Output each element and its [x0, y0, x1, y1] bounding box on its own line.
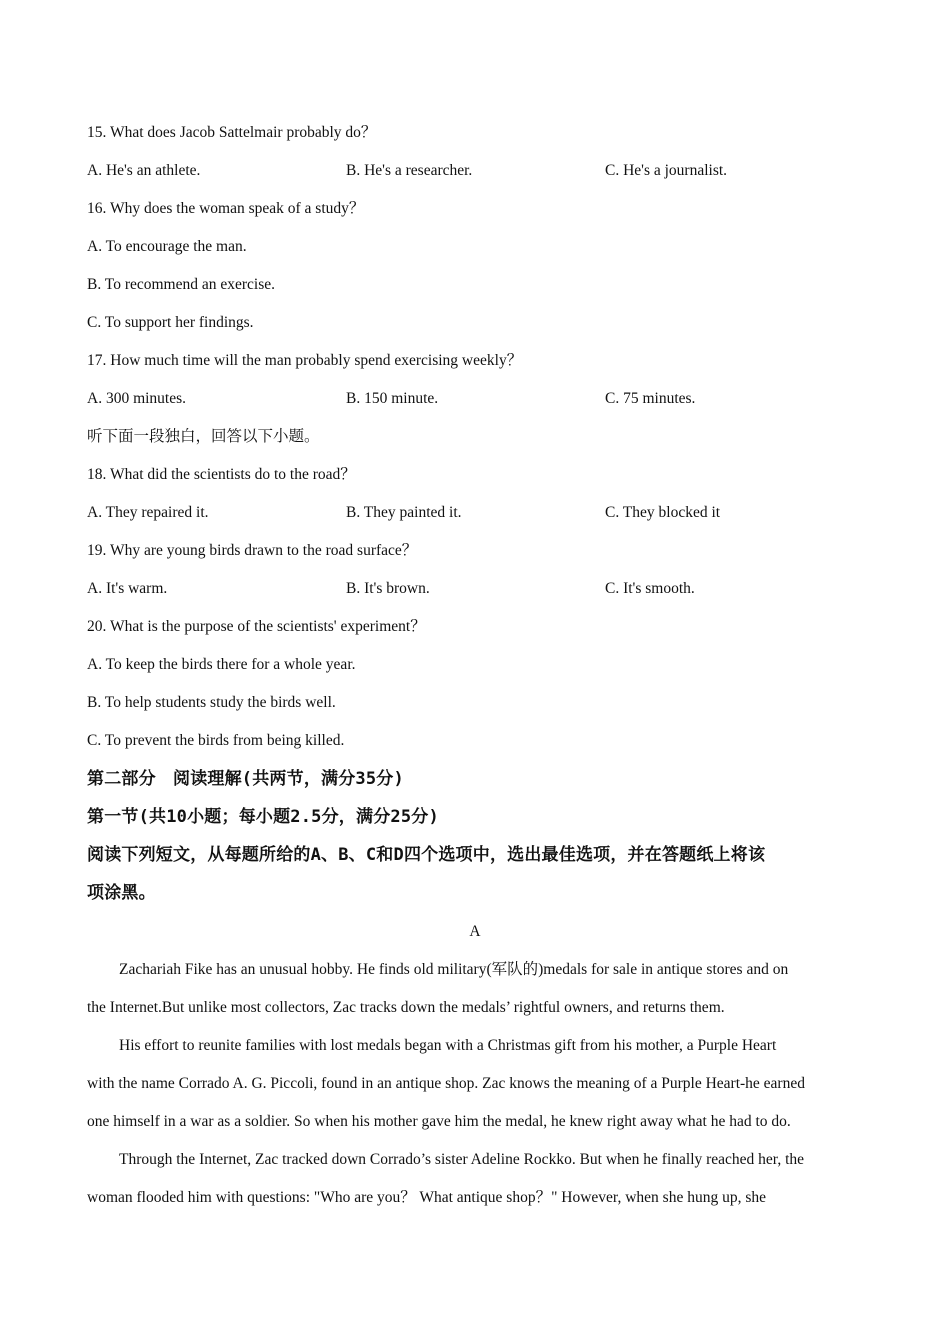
question-16: 16. Why does the woman speak of a study？ [87, 200, 365, 217]
option-15c: C. He's a journalist. [605, 162, 728, 179]
option-16c: C. To support her findings. [87, 314, 254, 331]
option-18a: A. They repaired it. [87, 504, 209, 521]
option-19c: C. It's smooth. [605, 580, 695, 597]
reading-instruction-line2: 项涂黑。 [87, 883, 156, 903]
question-17: 17. How much time will the man probably spend exercising weekly？ [87, 352, 523, 369]
passage-line: the Internet.But unlike most collectors, Zac tracks down the medals’ rightful owners, and returns them. [87, 999, 725, 1016]
reading-instruction-line1: 阅读下列短文，从每题所给的A、B、C和D四个选项中，选出最佳选项，并在答题纸上将该 [87, 845, 766, 865]
question-15: 15. What does Jacob Sattelmair probably do？ [87, 124, 377, 141]
passage-line: woman flooded him with questions: "Who are you？ What antique shop？" However, when she hung up, she [87, 1189, 766, 1206]
passage-line: His effort to reunite families with lost medals began with a Christmas gift from his mother, a Purple Heart [119, 1037, 777, 1054]
option-19b: B. It's brown. [346, 580, 430, 597]
passage-line: with the name Corrado A. G. Piccoli, found in an antique shop. Zac knows the meaning of a Purple Heart-he earned [87, 1075, 805, 1092]
option-17c: C. 75 minutes. [605, 390, 696, 407]
option-20a: A. To keep the birds there for a whole year. [87, 656, 356, 673]
section1-title: 第一节(共10小题；每小题2.5分，满分25分) [87, 807, 439, 827]
option-20c: C. To prevent the birds from being killed. [87, 732, 345, 749]
monologue-instruction: 听下面一段独白，回答以下小题。 [87, 428, 320, 445]
option-15b: B. He's a researcher. [346, 162, 473, 179]
part2-title: 第二部分 阅读理解(共两节，满分35分) [87, 769, 404, 789]
option-18b: B. They painted it. [346, 504, 462, 521]
question-19: 19. Why are young birds drawn to the road surface？ [87, 542, 418, 559]
question-20: 20. What is the purpose of the scientists' experiment？ [87, 618, 426, 635]
passage-line: Through the Internet, Zac tracked down Corrado’s sister Adeline Rockko. But when he finally reached her, the [119, 1151, 805, 1168]
option-16a: A. To encourage the man. [87, 238, 247, 255]
option-18c: C. They blocked it [605, 504, 721, 521]
option-19a: A. It's warm. [87, 580, 168, 597]
option-16b: B. To recommend an exercise. [87, 276, 276, 293]
question-18: 18. What did the scientists do to the road？ [87, 466, 356, 483]
option-20b: B. To help students study the birds well. [87, 694, 336, 711]
passage-line: one himself in a war as a soldier. So when his mother gave him the medal, he knew right away what he had to do. [87, 1113, 791, 1130]
passage-label: A [469, 923, 481, 940]
option-17a: A. 300 minutes. [87, 390, 187, 407]
option-15a: A. He's an athlete. [87, 162, 201, 179]
option-17b: B. 150 minute. [346, 390, 439, 407]
passage-line: Zachariah Fike has an unusual hobby. He finds old military(军队的)medals for sale in antique stores and on [119, 961, 789, 978]
